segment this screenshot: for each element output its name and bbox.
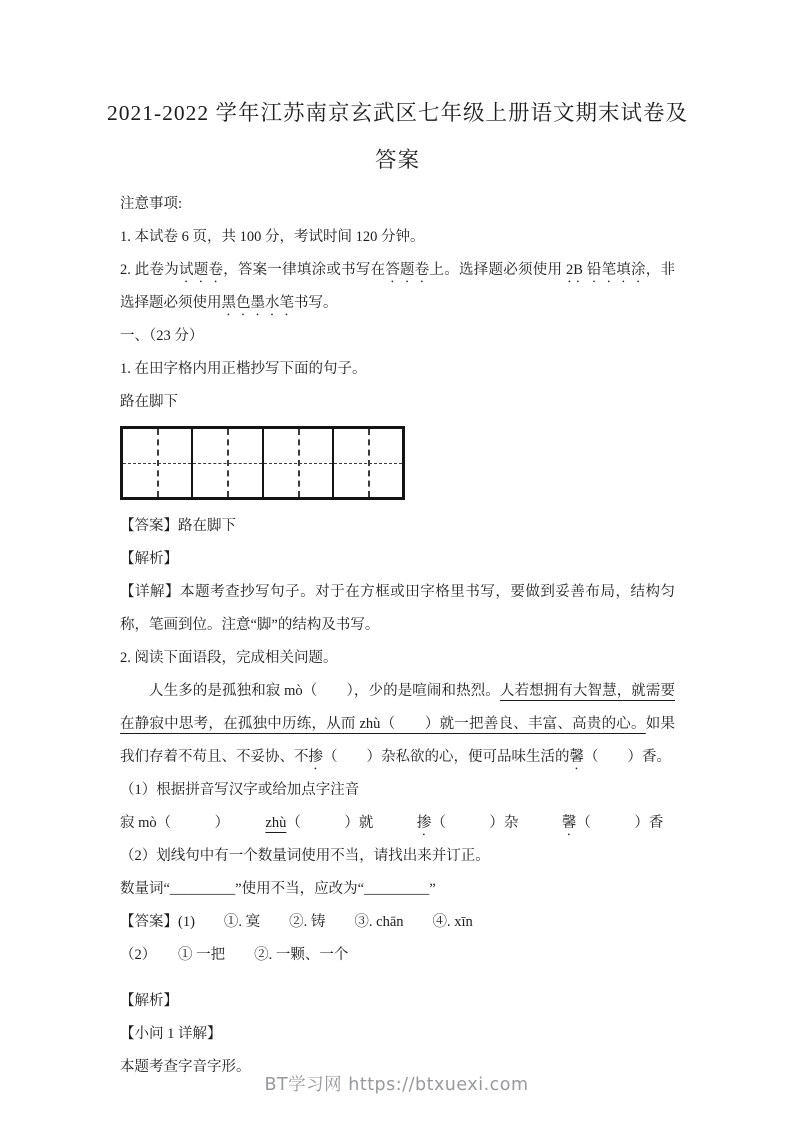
sub-question-2: （2）划线句中有一个数量词使用不当，请找出来并订正。 <box>120 848 490 864</box>
page-title-line-1: 2021-2022 学年江苏南京玄武区七年级上册语文期末试卷及 <box>106 101 689 125</box>
notice-heading: 注意事项: <box>120 196 183 212</box>
passage-text: （ ）香。 <box>584 749 671 765</box>
passage-text: （ ）杂私欲的心，便可品味生活的 <box>323 749 570 765</box>
sub-detail-text: 本题考查字音字形。 <box>120 1059 251 1075</box>
passage-text: 人生多的是孤独和寂 mò（ ），少的是喧闹和热烈。 <box>149 683 500 699</box>
question-2-answer-line-1: 【答案】(1) ①. 寞 ②. 铸 ③. chān ④. xīn <box>120 914 473 930</box>
notice-item-1: 1. 本试卷 6 页，共 100 分，考试时间 120 分钟。 <box>120 229 425 245</box>
reading-passage <box>120 675 675 774</box>
emphasized-text: 试题卷 <box>178 262 224 278</box>
pinyin-text: 寂 mò（ ） <box>120 815 266 831</box>
pinyin-blank-line <box>120 807 675 840</box>
section-heading: 一、（23 分） <box>120 328 204 344</box>
footer-watermark: BT学习网 https://btxuexi.com <box>264 1075 529 1095</box>
notice-item-2 <box>120 254 675 320</box>
dotted-char: 掺 <box>308 749 323 765</box>
underlined-sentence: 人若想拥有大智慧，就需要在静寂中思考，在孤独中历练，从而 zhù（ ）就一把善良、丰富、高贵的心。 <box>120 683 676 732</box>
sub-detail-label: 【小问 1 详解】 <box>120 1026 222 1042</box>
question-2-analysis-label: 【解析】 <box>120 993 178 1009</box>
tianzige-grid <box>120 426 405 500</box>
fill-blank-line: 数量词“_________”使用不当，应改为“_________” <box>120 881 436 897</box>
question-1-detail: 【详解】本题考查抄写句子。对于在方框或田字格里书写，要做到妥善布局，结构匀称，笔画到位。注意“脚”的结构及书写。 <box>120 584 675 633</box>
notice-item-2-text: ，非选择题必须使用 <box>120 262 676 311</box>
tianzige-cell <box>123 429 193 497</box>
tianzige-cell <box>193 429 263 497</box>
underlined-pinyin: zhù <box>265 815 287 831</box>
notice-item-2-text: 2. 此卷为 <box>120 262 179 278</box>
copy-sentence: 路在脚下 <box>120 394 178 410</box>
emphasized-text: 2B 铅笔填涂 <box>566 262 646 278</box>
question-1-answer: 【答案】路在脚下 <box>120 518 236 534</box>
page-title <box>100 90 695 184</box>
tianzige-cell <box>264 429 334 497</box>
emphasized-text: 答题卷 <box>385 262 430 278</box>
pinyin-text: （ ）香 <box>576 815 664 831</box>
dotted-char: 馨 <box>569 749 584 765</box>
question-2-answer-line-2: （2） ① 一把 ②. 一颗、一个 <box>120 947 349 963</box>
emphasized-text: 黑色墨水笔 <box>221 295 294 311</box>
notice-item-2-text: 书写。 <box>294 295 338 311</box>
notice-item-2-text: 上。选择题必须使用 <box>429 262 567 278</box>
question-2-prompt: 2. 阅读下面语段，完成相关问题。 <box>120 650 338 666</box>
passage-text: 如果我们存着不苟且、不妥协、不 <box>120 716 676 765</box>
dotted-char: 馨 <box>561 815 577 831</box>
question-1-prompt: 1. 在田字格内用正楷抄写下面的句子。 <box>120 361 367 377</box>
dotted-char: 掺 <box>416 815 432 831</box>
tianzige-cell <box>334 429 402 497</box>
page-title-line-2: 答案 <box>374 148 420 172</box>
pinyin-text: （ ）就 <box>286 815 417 831</box>
notice-item-2-text: ，答案一律填涂或书写在 <box>223 262 386 278</box>
question-1-analysis-label: 【解析】 <box>120 551 178 567</box>
pinyin-text: （ ）杂 <box>431 815 562 831</box>
sub-question-1: （1）根据拼音写汉字或给加点字注音 <box>120 782 360 798</box>
